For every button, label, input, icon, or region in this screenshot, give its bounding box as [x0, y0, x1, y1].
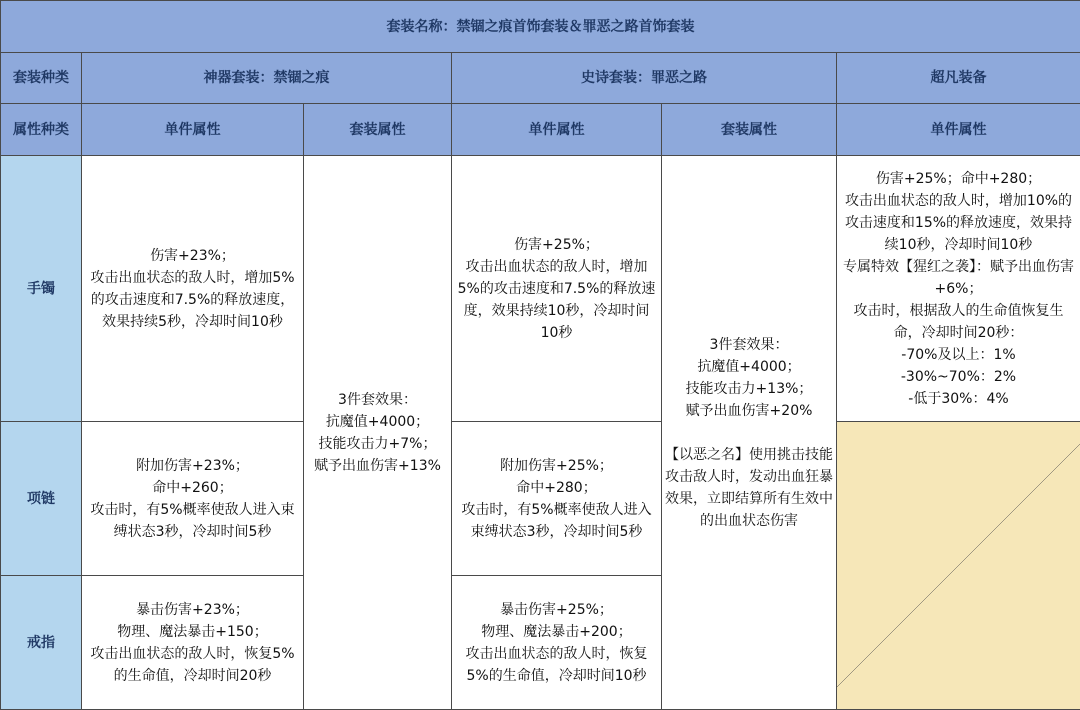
artifact-ring-cell: 暴击伤害+23%； 物理、魔法暴击+150； 攻击出血状态的敌人时，恢复5%的生命值，冷却时间20秒	[82, 576, 304, 710]
transcend-header: 超凡装备	[837, 53, 1080, 104]
transcend-bracelet-cell: 伤害+25%；命中+280； 攻击出血状态的敌人时，增加10%的攻击速度和15%的释放速度，效果持续10秒，冷却时间10秒 专属特效【猩红之袭】：赋予出血伤害+6%； 攻击时，根据敌人的生命值恢复生命，冷却时间20秒： -70%及以上：1% -30%~70%：2% -低于30%：4%	[837, 156, 1080, 422]
epic-set-attr-header: 套装属性	[662, 104, 837, 156]
epic-bracelet-cell: 伤害+25%； 攻击出血状态的敌人时，增加5%的攻击速度和7.5%的释放速度，效果持续10秒，冷却时间10秒	[452, 156, 662, 422]
artifact-set-effect-cell: 3件套效果： 抗魔值+4000； 技能攻击力+7%； 赋予出血伤害+13%	[304, 156, 452, 710]
epic-single-attr-header: 单件属性	[452, 104, 662, 156]
artifact-bracelet-cell: 伤害+23%； 攻击出血状态的敌人时，增加5%的攻击速度和7.5%的释放速度，效果持续5秒，冷却时间10秒	[82, 156, 304, 422]
table-title: 套装名称：禁锢之痕首饰套装＆罪恶之路首饰套装	[1, 1, 1080, 53]
epic-ring-cell: 暴击伤害+25%； 物理、魔法暴击+200； 攻击出血状态的敌人时，恢复5%的生命值，冷却时间10秒	[452, 576, 662, 710]
attr-type-label: 属性种类	[1, 104, 82, 156]
artifact-set-header: 神器套装：禁锢之痕	[82, 53, 452, 104]
transcend-single-attr-header: 单件属性	[837, 104, 1080, 156]
transcend-empty-cell	[837, 422, 1080, 710]
artifact-set-attr-header: 套装属性	[304, 104, 452, 156]
artifact-necklace-cell: 附加伤害+23%； 命中+260； 攻击时，有5%概率使敌人进入束缚状态3秒，冷却时间5秒	[82, 422, 304, 576]
epic-set-header: 史诗套装：罪恶之路	[452, 53, 837, 104]
set-type-label: 套装种类	[1, 53, 82, 104]
row-label-ring: 戒指	[1, 576, 82, 710]
row-label-necklace: 项链	[1, 422, 82, 576]
artifact-single-attr-header: 单件属性	[82, 104, 304, 156]
row-label-bracelet: 手镯	[1, 156, 82, 422]
diagonal-divider	[837, 444, 1080, 687]
epic-necklace-cell: 附加伤害+25%； 命中+280； 攻击时，有5%概率使敌人进入束缚状态3秒，冷却时间5秒	[452, 422, 662, 576]
epic-set-effect-cell: 3件套效果： 抗魔值+4000； 技能攻击力+13%； 赋予出血伤害+20% 【以恶之名】使用挑击技能攻击敌人时，发动出血狂暴效果，立即结算所有生效中的出血状态伤害	[662, 156, 837, 710]
